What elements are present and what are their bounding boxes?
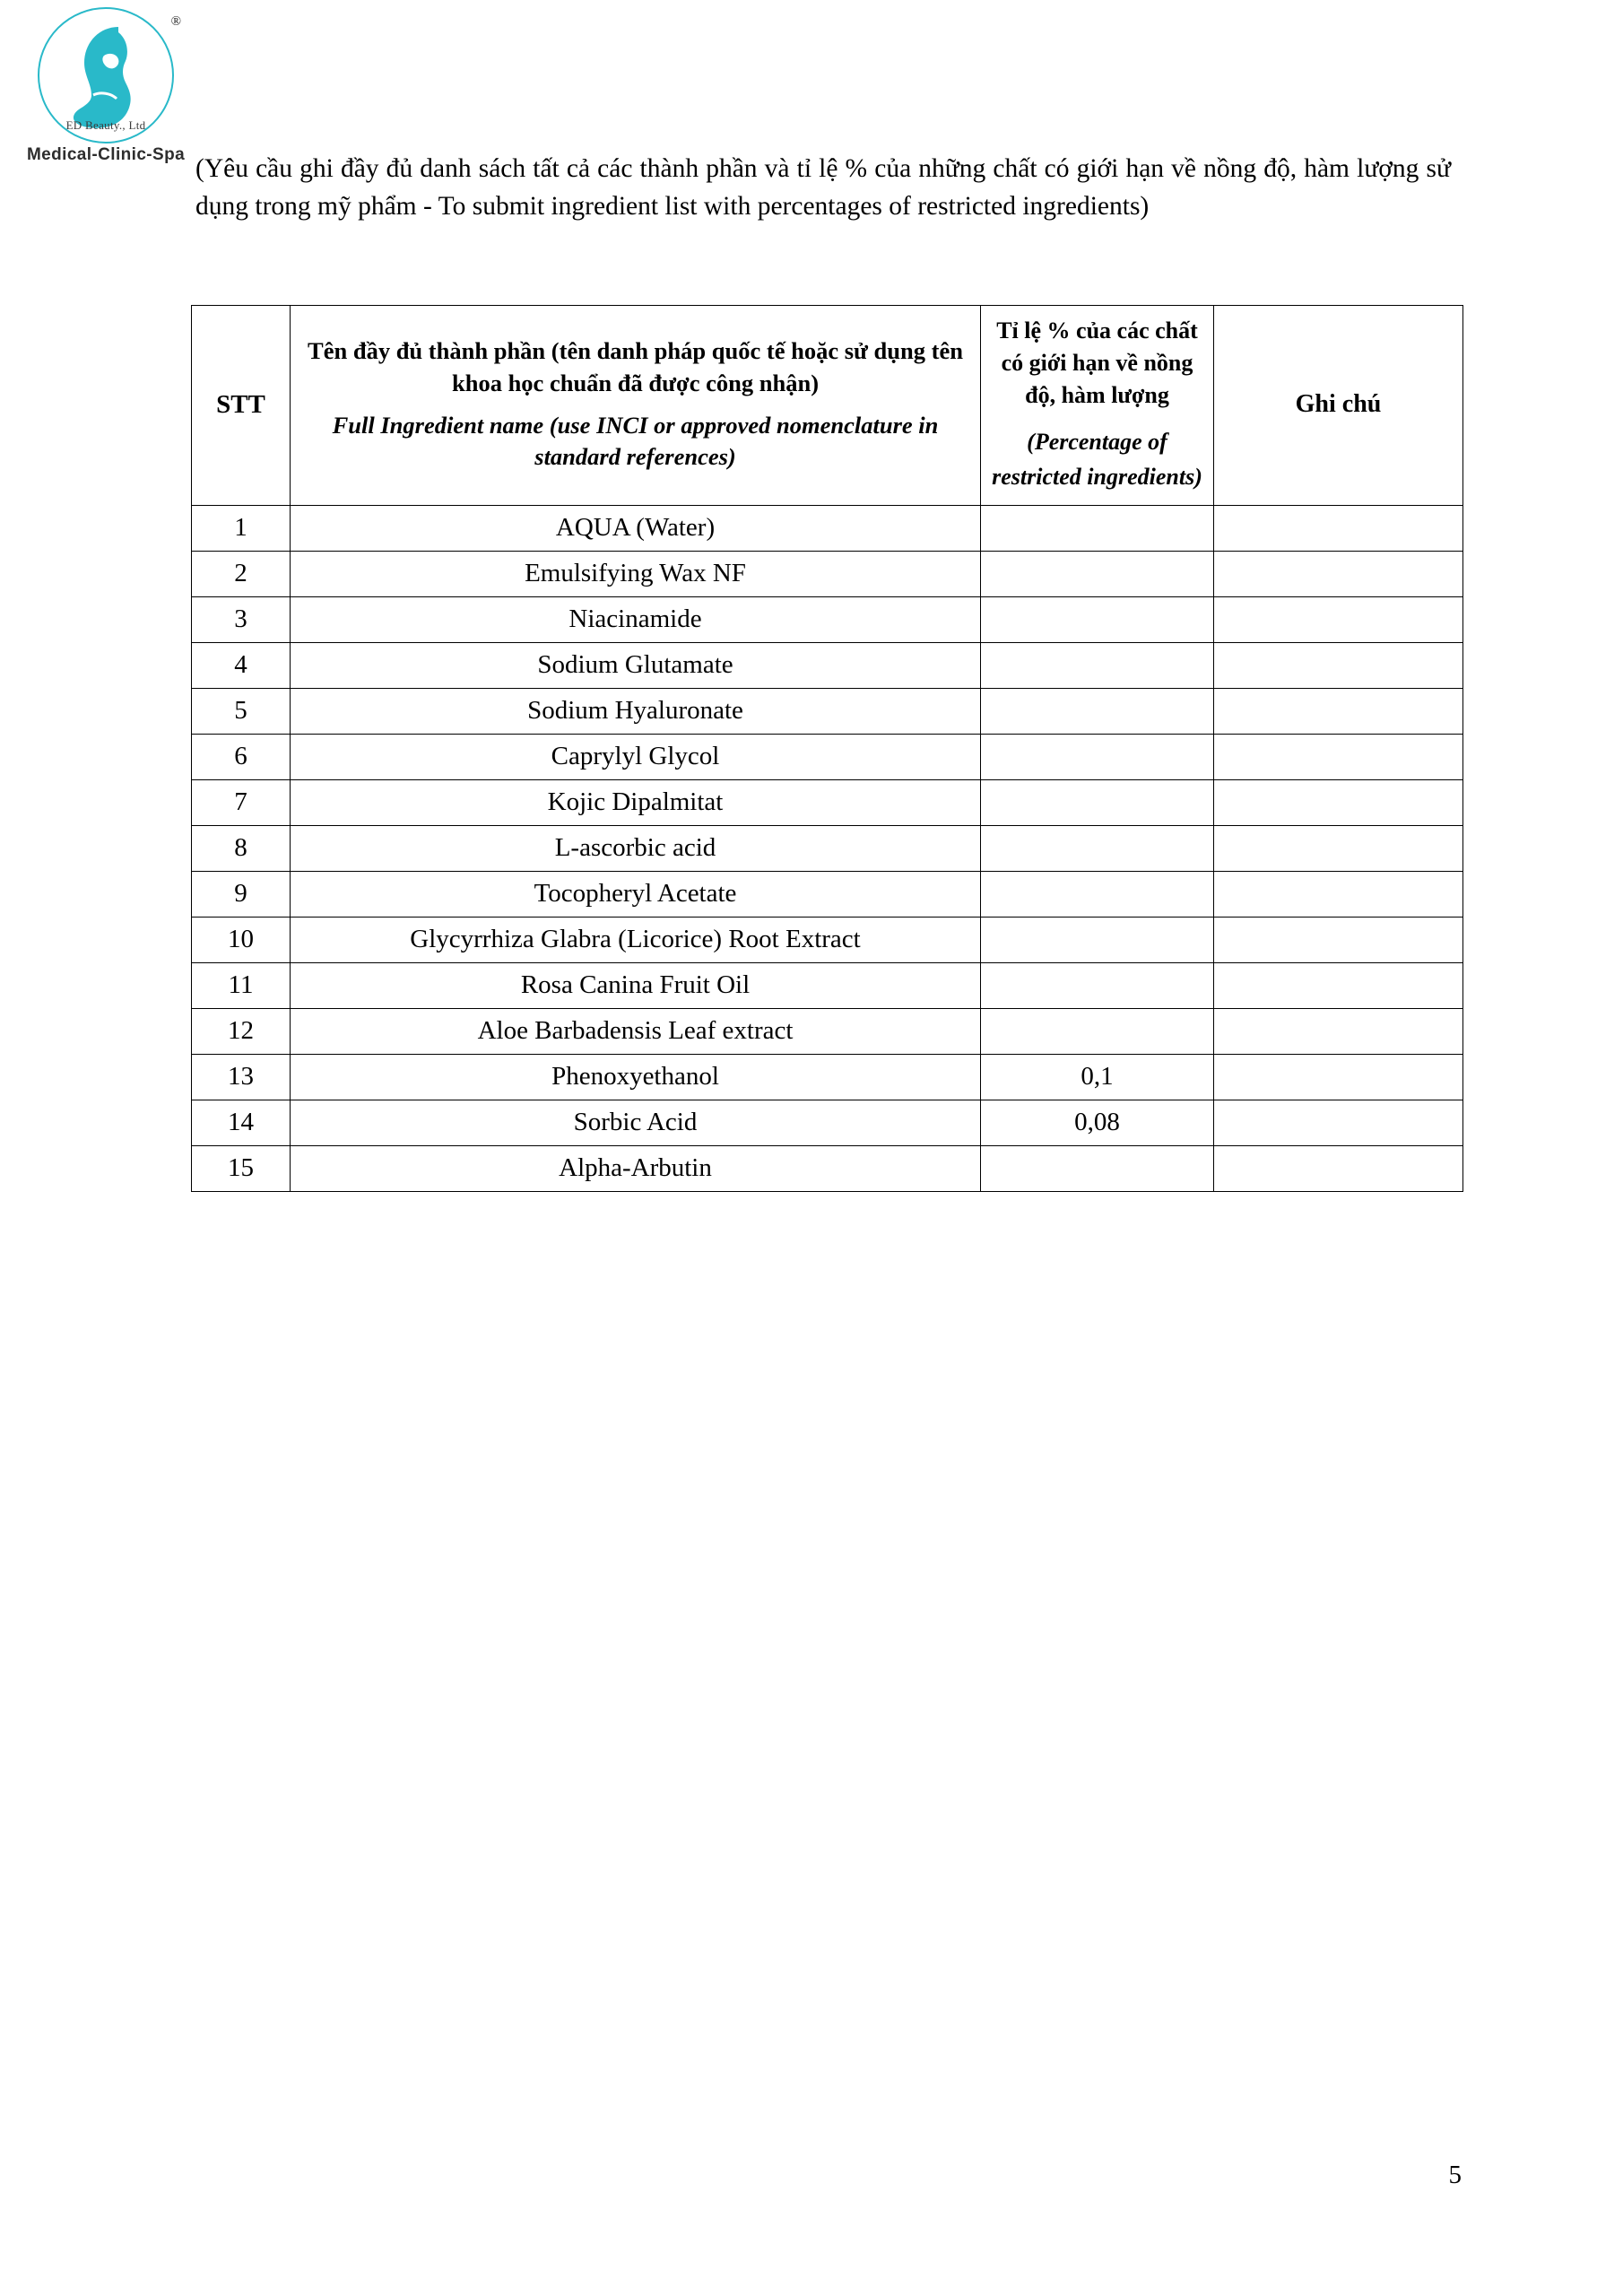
logo-subtext: ED Beauty., Ltd xyxy=(65,118,146,132)
table-body xyxy=(192,505,1463,1191)
table-row xyxy=(192,825,1463,871)
row-note xyxy=(1214,1008,1463,1054)
row-percentage xyxy=(981,871,1214,917)
header-note: Ghi chú xyxy=(1214,306,1463,506)
table-row xyxy=(192,505,1463,551)
header-ingredient-name xyxy=(291,306,981,506)
row-percentage: 0,08 xyxy=(981,1100,1214,1145)
row-stt: 3 xyxy=(192,596,291,642)
row-stt: 13 xyxy=(192,1054,291,1100)
row-note xyxy=(1214,917,1463,962)
row-note xyxy=(1214,825,1463,871)
row-note xyxy=(1214,871,1463,917)
row-note xyxy=(1214,1145,1463,1191)
row-stt: 11 xyxy=(192,962,291,1008)
row-ingredient-name: Phenoxyethanol xyxy=(291,1054,981,1100)
table-row xyxy=(192,917,1463,962)
row-percentage xyxy=(981,596,1214,642)
registered-mark: ® xyxy=(170,14,181,29)
ingredient-table-wrapper xyxy=(191,305,1462,1192)
logo-company-name: Medical-Clinic-Spa xyxy=(26,145,186,164)
row-stt: 5 xyxy=(192,688,291,734)
page-number: 5 xyxy=(1448,2161,1462,2189)
row-note xyxy=(1214,596,1463,642)
ingredient-table xyxy=(191,305,1463,1192)
row-stt: 14 xyxy=(192,1100,291,1145)
table-row xyxy=(192,1145,1463,1191)
row-ingredient-name: Kojic Dipalmitat xyxy=(291,779,981,825)
row-ingredient-name: AQUA (Water) xyxy=(291,505,981,551)
header-ingredient-name-en: Full Ingredient name (use INCI or approved nomenclature in standard references) xyxy=(332,411,939,471)
row-note xyxy=(1214,505,1463,551)
row-stt: 8 xyxy=(192,825,291,871)
table-row xyxy=(192,1008,1463,1054)
header-percentage-vi: Tỉ lệ % của các chất có giới hạn về nồng độ, hàm lượng xyxy=(996,317,1198,408)
row-percentage xyxy=(981,734,1214,779)
row-ingredient-name: Sorbic Acid xyxy=(291,1100,981,1145)
row-stt: 7 xyxy=(192,779,291,825)
table-row xyxy=(192,596,1463,642)
row-ingredient-name: Niacinamide xyxy=(291,596,981,642)
row-percentage xyxy=(981,1008,1214,1054)
table-row xyxy=(192,779,1463,825)
row-stt: 4 xyxy=(192,642,291,688)
header-stt: STT xyxy=(192,306,291,506)
row-percentage xyxy=(981,779,1214,825)
row-ingredient-name: Caprylyl Glycol xyxy=(291,734,981,779)
row-ingredient-name: Tocopheryl Acetate xyxy=(291,871,981,917)
row-percentage xyxy=(981,962,1214,1008)
row-ingredient-name: Rosa Canina Fruit Oil xyxy=(291,962,981,1008)
table-row xyxy=(192,688,1463,734)
table-row xyxy=(192,962,1463,1008)
table-header-row xyxy=(192,306,1463,506)
row-note xyxy=(1214,551,1463,596)
table-row xyxy=(192,1100,1463,1145)
header-percentage xyxy=(981,306,1214,506)
row-percentage xyxy=(981,505,1214,551)
row-percentage xyxy=(981,1145,1214,1191)
row-ingredient-name: Aloe Barbadensis Leaf extract xyxy=(291,1008,981,1054)
row-stt: 10 xyxy=(192,917,291,962)
row-note xyxy=(1214,779,1463,825)
row-percentage xyxy=(981,688,1214,734)
row-percentage xyxy=(981,917,1214,962)
header-percentage-en: (Percentage of restricted ingredients) xyxy=(992,428,1202,490)
row-percentage xyxy=(981,825,1214,871)
table-row xyxy=(192,871,1463,917)
row-ingredient-name: L-ascorbic acid xyxy=(291,825,981,871)
table-row xyxy=(192,551,1463,596)
row-stt: 6 xyxy=(192,734,291,779)
row-stt: 1 xyxy=(192,505,291,551)
row-percentage xyxy=(981,551,1214,596)
row-percentage xyxy=(981,642,1214,688)
row-stt: 9 xyxy=(192,871,291,917)
row-ingredient-name: Alpha-Arbutin xyxy=(291,1145,981,1191)
row-note xyxy=(1214,642,1463,688)
header-ingredient-name-vi: Tên đầy đủ thành phần (tên danh pháp quốc tế hoặc sử dụng tên khoa học chuẩn đã được công nhận) xyxy=(308,337,963,396)
table-row xyxy=(192,1054,1463,1100)
row-ingredient-name: Emulsifying Wax NF xyxy=(291,551,981,596)
row-note xyxy=(1214,1100,1463,1145)
row-ingredient-name: Sodium Glutamate xyxy=(291,642,981,688)
row-stt: 15 xyxy=(192,1145,291,1191)
row-ingredient-name: Sodium Hyaluronate xyxy=(291,688,981,734)
row-note xyxy=(1214,962,1463,1008)
company-logo xyxy=(16,7,195,165)
table-row xyxy=(192,642,1463,688)
row-note xyxy=(1214,688,1463,734)
row-ingredient-name: Glycyrrhiza Glabra (Licorice) Root Extract xyxy=(291,917,981,962)
intro-paragraph: (Yêu cầu ghi đầy đủ danh sách tất cả các thành phần và tỉ lệ % của những chất có giới hạn về nồng độ, hàm lượng sử dụng trong mỹ phẩm - To submit ingredient list with percentages of restricted ingredients) xyxy=(195,154,1451,221)
row-stt: 12 xyxy=(192,1008,291,1054)
row-note xyxy=(1214,734,1463,779)
table-row xyxy=(192,734,1463,779)
row-percentage: 0,1 xyxy=(981,1054,1214,1100)
row-note xyxy=(1214,1054,1463,1100)
row-stt: 2 xyxy=(192,551,291,596)
